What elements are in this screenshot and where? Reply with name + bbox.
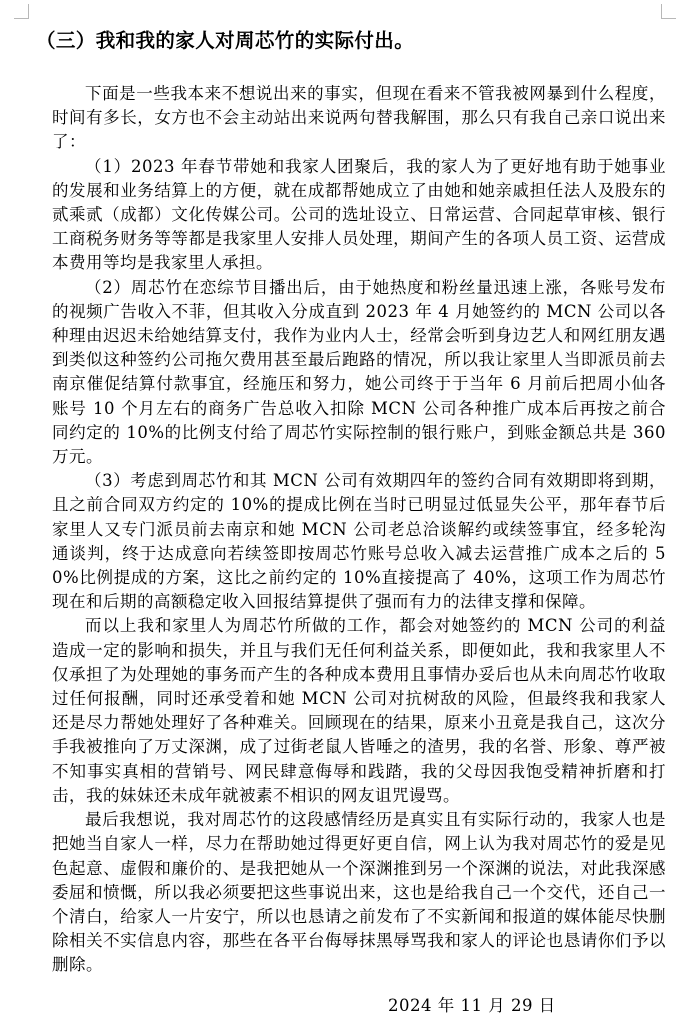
intro-paragraph: 下面是一些我本来不想说出来的事实，但现在看来不管我被网暴到什么程度，时间有多长，女方也不会主动站出来说两句替我解围，那么只有我自己亲口说出来了： [52, 84, 666, 152]
item-3-paragraph: （3）考虑到周芯竹和其 MCN 公司有效期四年的签约合同有效期即将到期，且之前合同双方约定的 10%的提成比例在当时已明显过低显失公平，那年春节后家里人又专门派员前去南京和她 MCN 公司老总洽谈解约或续签事宜，经多轮沟通谈判，终于达成意向若续签即按周芯竹账号总收入减去运营推广成本之后的 50%比例提成的方案，这比之前约定的 10%直接提高了 40%，这项工作为周芯竹现在和后期的高额稳定收入回报结算提供了强而有力的法律支撑和保障。 [52, 471, 666, 612]
item-1-paragraph: （1）2023 年春节带她和我家人团聚后，我的家人为了更好地有助于她事业的发展和业务结算上的方便，就在成都帮她成立了由她和她亲戚担任法人及股东的贰乘贰（成都）文化传媒公司。公司的选址设立、日常运营、合同起草审核、银行工商税务财务等等都是我家里人安排人员处理，期间产生的各项人员工资、运营成本费用等均是我家里人承担。 [52, 156, 666, 273]
summary-paragraph: 而以上我和家里人为周芯竹所做的工作，都会对她签约的 MCN 公司的利益造成一定的影响和损失，并且与我们无任何利益关系，即便如此，我和我家里人不仅承担了为处理她的事务而产生的各种成本费用且事情办妥后也从未向周芯竹收取过任何报酬，同时还承受着和她 MCN 公司对抗树敌的风险，但最终我和我家人还是尽力帮她处理好了各种难关。回顾现在的结果，原来小丑竟是我自己，这次分手我被推向了万丈深渊，成了过街老鼠人皆唾之的渣男，我的名誉、形象、尊严被不知事实真相的营销号、网民肆意侮辱和践踏，我的父母因我饱受精神折磨和打击，我的妹妹还未成年就被素不相识的网友诅咒谩骂。 [52, 616, 666, 805]
section-heading: （三）我和我的家人对周芯竹的实际付出。 [36, 29, 415, 52]
page-corner-mark-right [661, 4, 676, 19]
document-date: 2024 年 11 月 29 日 [388, 996, 556, 1015]
closing-paragraph: 最后我想说，我对周芯竹的这段感情经历是真实且有实际行动的，我家人也是把她当自家人一样，尽力在帮助她过得更好更自信，网上认为我对周芯竹的爱是见色起意、虚假和廉价的、是我把她从一个深渊推到另一个深渊的说法，对此我深感委屈和愤慨，所以我必须要把这些事说出来，这也是给我自己一个交代，还自己一个清白，给家人一片安宁，所以也恳请之前发布了不实新闻和报道的媒体能尽快删除相关不实信息内容，那些在各平台侮辱抹黑辱骂我和家人的评论也恳请你们予以删除。 [52, 810, 666, 975]
page-corner-mark-left [14, 4, 29, 19]
document-body [52, 82, 666, 978]
item-2-paragraph: （2）周芯竹在恋综节目播出后，由于她热度和粉丝量迅速上涨，各账号发布的视频广告收入不菲，但其收入分成直到 2023 年 4 月她签约的 MCN 公司以各种理由迟迟未给她结算支付，我作为业内人士，经常会听到身边艺人和网红朋友遇到类似这种签约公司拖欠费用甚至最后跑路的情况，所以我让家里人当即派员前去南京催促结算付款事宜，经施压和努力，她公司终于于当年 6 月前后把周小仙各账号 10 个月左右的商务广告总收入扣除 MCN 公司各种推广成本后再按之前合同约定的 10%的比例支付给了周芯竹实际控制的银行账户，到账金额总共是 360 万元。 [52, 277, 666, 467]
